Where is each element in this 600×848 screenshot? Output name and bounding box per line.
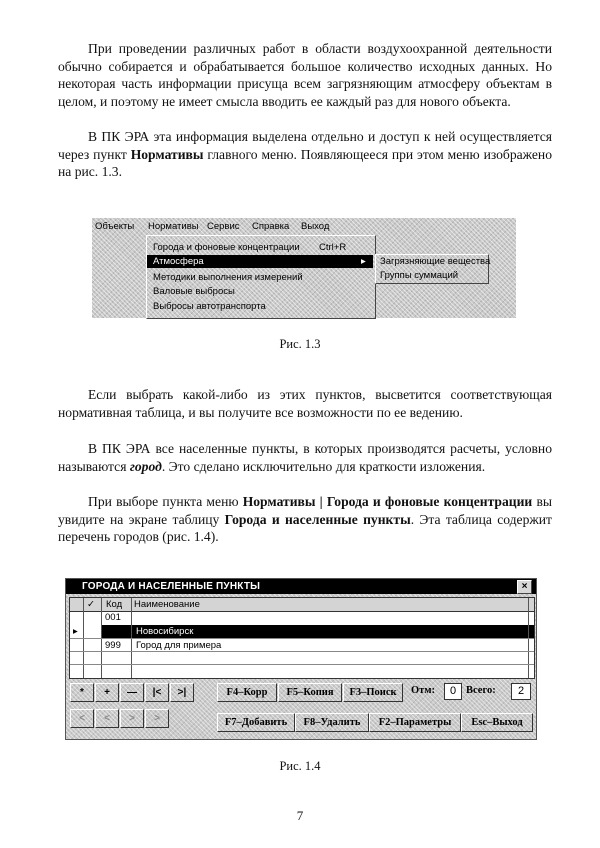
figure-caption-1-4: Рис. 1.4 — [279, 759, 321, 773]
paragraph-menu-choice — [58, 493, 552, 546]
main-menubar — [92, 218, 516, 235]
total-count: 2 — [511, 683, 531, 700]
text: главного меню. Появляющееся при этом меню изображено на рис. 1.3. — [58, 146, 552, 180]
shortcut-label: Ctrl+R — [319, 242, 347, 253]
text: При выборе пункта меню — [88, 494, 243, 509]
nav-last-button[interactable]: >| — [170, 683, 194, 702]
figure-cities-window — [65, 578, 537, 740]
edit-button[interactable]: F4–Корр — [217, 683, 277, 702]
figure-caption-1-3: Рис. 1.3 — [279, 337, 321, 351]
nav-first-button[interactable]: |< — [145, 683, 169, 702]
submenu-item-summation-groups[interactable]: Группы суммаций — [380, 270, 459, 281]
cities-table — [69, 597, 535, 679]
normativy-dropdown — [146, 235, 376, 319]
menu-item-exit[interactable]: Выход — [301, 221, 330, 232]
nav-remove-button[interactable]: — — [120, 683, 144, 702]
nav-prev-button[interactable]: < — [95, 709, 119, 728]
exit-button[interactable]: Esc–Выход — [461, 713, 533, 732]
total-label: Всего: — [466, 685, 496, 696]
submenu-item-label: Выбросы автотранспорта — [153, 301, 266, 312]
atmosphere-submenu — [375, 254, 489, 284]
page-number: 7 — [296, 808, 304, 823]
row-pointer-icon: ▸ — [73, 626, 78, 637]
nav-add-button[interactable]: + — [95, 683, 119, 702]
column-header-check[interactable]: ✓ — [87, 599, 95, 610]
paragraph-select: Если выбрать какой-либо из этих пунктов, высветится соответствующая нормативная таблица, и вы получите все возможности по ее ведению. — [58, 387, 552, 420]
column-header-code[interactable]: Код — [106, 599, 123, 610]
text: . Эта таблица содержит перечень городов (рис. 1.4). — [58, 511, 552, 545]
table-cell-name[interactable]: Новосибирск — [136, 626, 194, 637]
table-cell-name[interactable]: Город для примера — [136, 640, 222, 651]
marked-label: Отм: — [411, 685, 435, 696]
marked-count: 0 — [444, 683, 462, 700]
window-titlebar — [66, 579, 536, 594]
menu-item-help[interactable]: Справка — [252, 221, 290, 232]
submenu-item-pollutants[interactable]: Загрязняющие вещества — [380, 256, 491, 267]
menu-item-normativy[interactable]: Нормативы — [148, 221, 199, 232]
nav-next-page-button[interactable]: > — [145, 709, 169, 728]
menu-item-objects[interactable]: Объекты — [95, 221, 135, 232]
submenu-item-methods[interactable] — [147, 271, 373, 284]
delete-button[interactable]: F8–Удалить — [295, 713, 369, 732]
submenu-item-label: Города и фоновые концентрации — [153, 242, 300, 253]
table-cell-code[interactable]: 001 — [105, 612, 121, 623]
close-icon[interactable]: × — [517, 580, 532, 594]
bold-menu-path: Нормативы | Города и фоновые концентрации — [242, 494, 533, 509]
text: . Это сделано исключительно для краткости изложения. — [161, 458, 486, 474]
submenu-item-gross-emissions[interactable] — [147, 285, 373, 298]
add-button[interactable]: F7–Добавить — [217, 713, 295, 732]
submenu-item-label: Валовые выбросы — [153, 286, 235, 297]
submenu-item-cities[interactable] — [147, 241, 373, 254]
figure-menu-screenshot — [92, 218, 516, 318]
submenu-item-label: Методики выполнения измерений — [153, 272, 303, 283]
paragraph-access — [58, 128, 552, 181]
submenu-item-vehicle-emissions[interactable] — [147, 300, 373, 313]
parameters-button[interactable]: F2–Параметры — [369, 713, 461, 732]
nav-prev-page-button[interactable]: < — [70, 709, 94, 728]
table-cell-code[interactable]: 999 — [105, 640, 121, 651]
chevron-right-icon: ▸ — [361, 256, 366, 267]
text: В ПК ЭРА все населенные пункты, в которых производятся расчеты, условно называются — [58, 441, 552, 474]
bold-table-name: Города и населенные пункты — [224, 511, 411, 527]
column-header-name[interactable]: Наименование — [134, 599, 200, 610]
italic-term-gorod: город — [129, 458, 162, 474]
search-button[interactable]: F3–Поиск — [343, 683, 403, 702]
nav-mark-button[interactable]: * — [70, 683, 94, 702]
paragraph-city — [58, 440, 552, 475]
menu-item-service[interactable]: Сервис — [207, 221, 240, 232]
window-title: ГОРОДА И НАСЕЛЕННЫЕ ПУНКТЫ — [82, 581, 261, 592]
submenu-item-label: Атмосфера — [153, 256, 204, 267]
text: вы увидите на экране таблицу — [58, 494, 552, 527]
paragraph-intro: При проведении различных работ в области воздухоохранной деятельности обычно собирается и обрабатывается большое количество исходных данных. Но некоторая часть информации присуща всем загрязняющим атмосферу объектам в целом, и поэтому не имеет смысла вводить ее каждый раз для нового объекта. — [58, 41, 552, 109]
text: В ПК ЭРА эта информация выделена отдельно и доступ к ней осуществляется через пункт — [58, 129, 552, 162]
copy-button[interactable]: F5–Копия — [278, 683, 342, 702]
submenu-item-atmosphere[interactable] — [147, 255, 373, 268]
nav-next-button[interactable]: > — [120, 709, 144, 728]
bold-term-normativy: Нормативы — [130, 146, 204, 162]
